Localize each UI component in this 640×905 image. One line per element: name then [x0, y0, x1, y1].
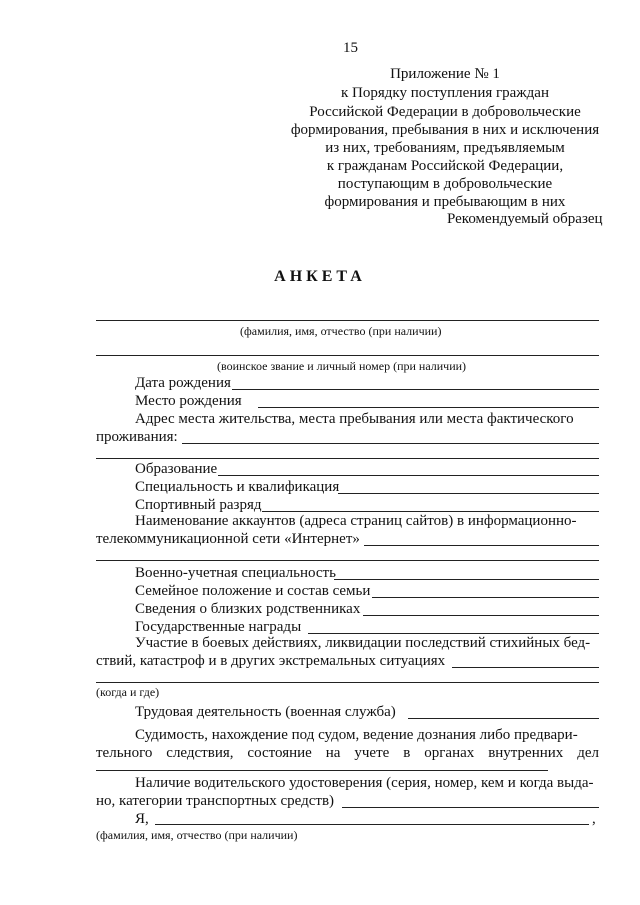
- combat-label-1: Участие в боевых действиях, ликвидации последствий стихийных бед-: [135, 635, 591, 651]
- criminal-line[interactable]: [96, 770, 548, 771]
- specialty-line[interactable]: [338, 493, 599, 494]
- accounts-label-2: телекоммуникационной сети «Интернет»: [96, 531, 360, 547]
- annex-line: из них, требованиям, предъявляемым: [325, 140, 565, 156]
- criminal-label-2: тельного следствия, состояние на учете в органах внутренних дел: [96, 745, 599, 761]
- annex-line: поступающим в добровольческие: [337, 176, 553, 192]
- i-label: Я,: [135, 811, 149, 827]
- relatives-label: Сведения о близких родственниках: [135, 601, 361, 617]
- family-label: Семейное положение и состав семьи: [135, 583, 371, 599]
- relatives-line[interactable]: [363, 615, 599, 616]
- address-line-1[interactable]: [182, 443, 599, 444]
- work-line[interactable]: [408, 718, 599, 719]
- education-line[interactable]: [218, 475, 599, 476]
- license-label-1: Наличие водительского удостоверения (серия, номер, кем и когда выда-: [135, 775, 594, 791]
- address-line-2[interactable]: [96, 458, 599, 459]
- combat-line-2[interactable]: [96, 682, 599, 683]
- accounts-line-1[interactable]: [364, 545, 599, 546]
- birth-date-label: Дата рождения: [135, 375, 231, 391]
- annex-line: Приложение № 1: [390, 66, 500, 82]
- fio-caption: (фамилия, имя, отчество (при наличии): [240, 324, 442, 338]
- comma-mark: ,: [592, 811, 596, 827]
- fio-line[interactable]: [96, 320, 599, 321]
- criminal-label-1: Судимость, нахождение под судом, ведение дознания либо предвари-: [135, 727, 578, 743]
- military-specialty-label: Военно-учетная специальность: [135, 565, 336, 581]
- when-where-caption: (когда и где): [96, 685, 160, 699]
- awards-line[interactable]: [308, 633, 599, 634]
- annex-line: формирования, пребывания в них и исключения: [290, 122, 600, 138]
- page-number: 15: [343, 40, 358, 56]
- annex-line: к гражданам Российской Федерации,: [326, 158, 564, 174]
- education-label: Образование: [135, 461, 218, 477]
- awards-label: Государственные награды: [135, 619, 302, 635]
- declarant-fio-line[interactable]: [155, 824, 589, 825]
- address-label-2: проживания:: [96, 429, 178, 445]
- document-title: АНКЕТА: [274, 268, 366, 285]
- license-label-2: но, категории транспортных средств): [96, 793, 335, 809]
- sport-label: Спортивный разряд: [135, 497, 262, 513]
- specialty-label: Специальность и квалификация: [135, 479, 340, 495]
- work-label: Трудовая деятельность (военная служба): [135, 704, 396, 720]
- annex-line: формирования и пребывающим в них: [324, 194, 566, 210]
- combat-label-2: ствий, катастроф и в других экстремальных ситуациях: [96, 653, 446, 669]
- combat-line-1[interactable]: [452, 667, 599, 668]
- annex-line: к Порядку поступления граждан: [340, 85, 549, 101]
- fio-bottom-caption: (фамилия, имя, отчество (при наличии): [96, 828, 298, 842]
- accounts-line-2[interactable]: [96, 560, 599, 561]
- sample-note: Рекомендуемый образец: [447, 211, 603, 227]
- rank-caption: (воинское звание и личный номер (при наличии): [217, 359, 467, 373]
- rank-line[interactable]: [96, 355, 599, 356]
- license-line[interactable]: [342, 807, 599, 808]
- annex-line: Российской Федерации в добровольческие: [309, 104, 581, 120]
- birth-place-label: Место рождения: [135, 393, 242, 409]
- address-label-1: Адрес места жительства, места пребывания или места фактического: [135, 411, 574, 427]
- sport-line[interactable]: [262, 511, 599, 512]
- military-specialty-line[interactable]: [334, 579, 599, 580]
- birth-place-line[interactable]: [258, 407, 599, 408]
- accounts-label-1: Наименование аккаунтов (адреса страниц сайтов) в информационно-: [135, 513, 577, 529]
- family-line[interactable]: [372, 597, 599, 598]
- birth-date-line[interactable]: [232, 389, 599, 390]
